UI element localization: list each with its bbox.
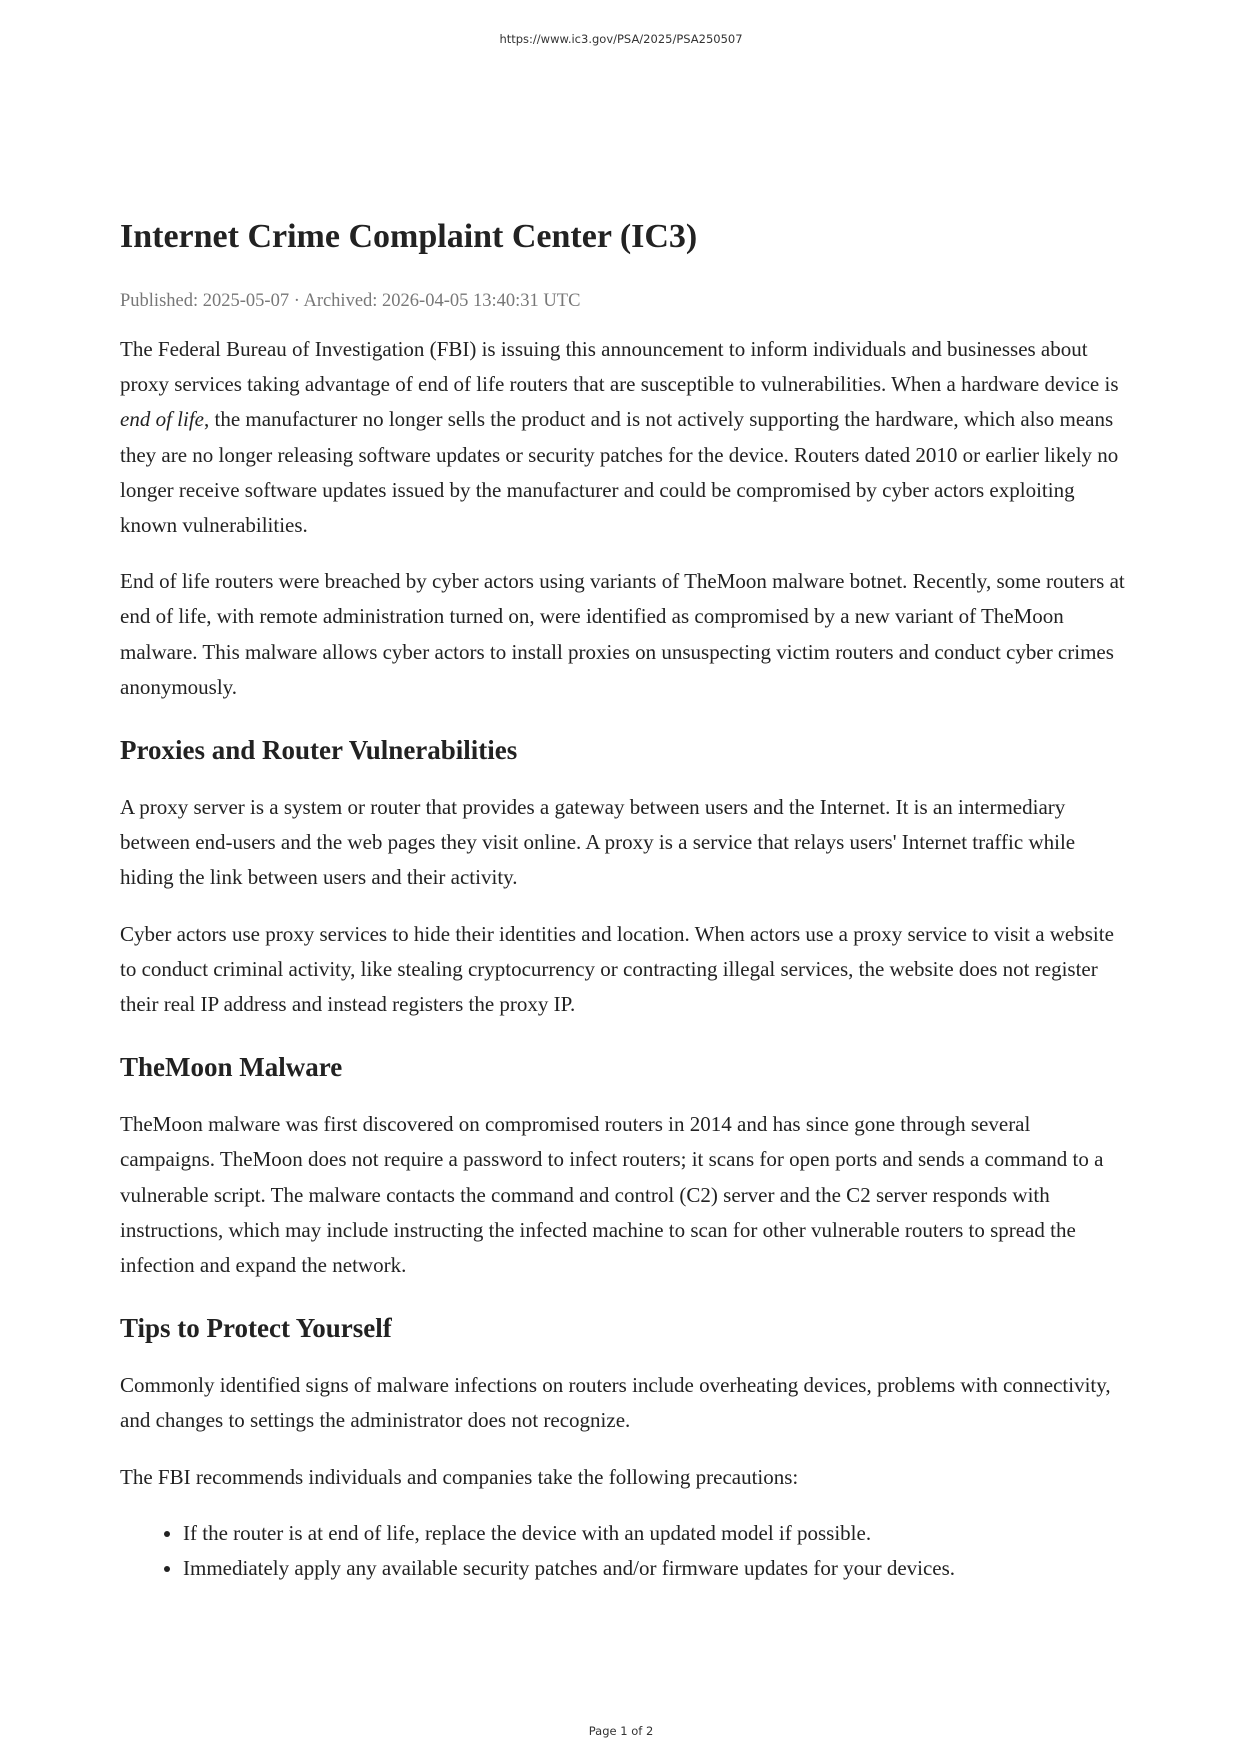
list-item: • If the router is at end of life, replace the device with an updated model if possible. <box>183 1516 1130 1552</box>
page-url: https://www.ic3.gov/PSA/2025/PSA250507 <box>499 32 743 46</box>
themoon-paragraph-1: TheMoon malware was first discovered on compromised routers in 2014 and has since gone through several campaigns. TheMoon does not require a password to infect routers; it scans for open ports and sends a command to a vulnerable script. The malware contacts the command and control (C2) server and the C2 server responds with instructions, which may include instructing the infected machine to scan for other vulnerable routers to spread the infection and expand the network. <box>120 1112 1104 1278</box>
proxies-paragraph-2: Cyber actors use proxy services to hide their identities and location. When actors use a proxy service to visit a website to conduct criminal activity, like stealing cryptocurrency or contracting illegal services, the website does not register their real IP address and instead registers the proxy IP. <box>120 921 1114 1017</box>
intro-text-after: , the manufacturer no longer sells the product and is not actively supporting the hardware, which also means they are no longer releasing software updates or security patches for the device. Routers dated 2010 or earlier likely no longer receive software updates issued by the manufacturer and could be compromised by cyber actors exploiting known vulnerabilities. <box>120 407 1119 538</box>
intro-text-before: The Federal Bureau of Investigation (FBI) is issuing this announcement to inform individuals and businesses about proxy services taking advantage of end of life routers that are susceptible to vulnerabilities. When a hardware device is <box>120 337 1119 397</box>
tips-paragraph-2: The FBI recommends individuals and companies take the following precautions: <box>120 1464 799 1489</box>
list-item: • Immediately apply any available security patches and/or firmware updates for your devices. <box>183 1551 1130 1587</box>
section-heading-proxies: Proxies and Router Vulnerabilities <box>120 735 518 766</box>
intro-paragraph-1 <box>120 332 1130 543</box>
page-title: Internet Crime Complaint Center (IC3) <box>120 218 698 255</box>
publish-meta: Published: 2025-05-07 · Archived: 2026-04-05 13:40:31 UTC <box>120 291 581 311</box>
intro-emphasis: end of life <box>120 407 204 432</box>
proxies-paragraph-1: A proxy server is a system or router that provides a gateway between users and the Internet. It is an intermediary between end-users and the web pages they visit online. A proxy is a service that relays users' Internet traffic while hiding the link between users and their activity. <box>120 795 1076 890</box>
page-number: Page 1 of 2 <box>588 1724 654 1738</box>
article <box>120 214 1130 1587</box>
section-heading-tips: Tips to Protect Yourself <box>120 1313 392 1344</box>
section-heading-themoon: TheMoon Malware <box>120 1052 343 1083</box>
tips-paragraph-1: Commonly identified signs of malware infections on routers include overheating devices, problems with connectivity, and changes to settings the administrator does not recognize. <box>120 1373 1111 1433</box>
precautions-list <box>120 1516 1130 1587</box>
intro-paragraph-2: End of life routers were breached by cyber actors using variants of TheMoon malware botnet. Recently, some routers at end of life, with remote administration turned on, were identified as compromised by a new variant of TheMoon malware. This malware allows cyber actors to install proxies on unsuspecting victim routers and conduct cyber crimes anonymously. <box>120 569 1125 699</box>
